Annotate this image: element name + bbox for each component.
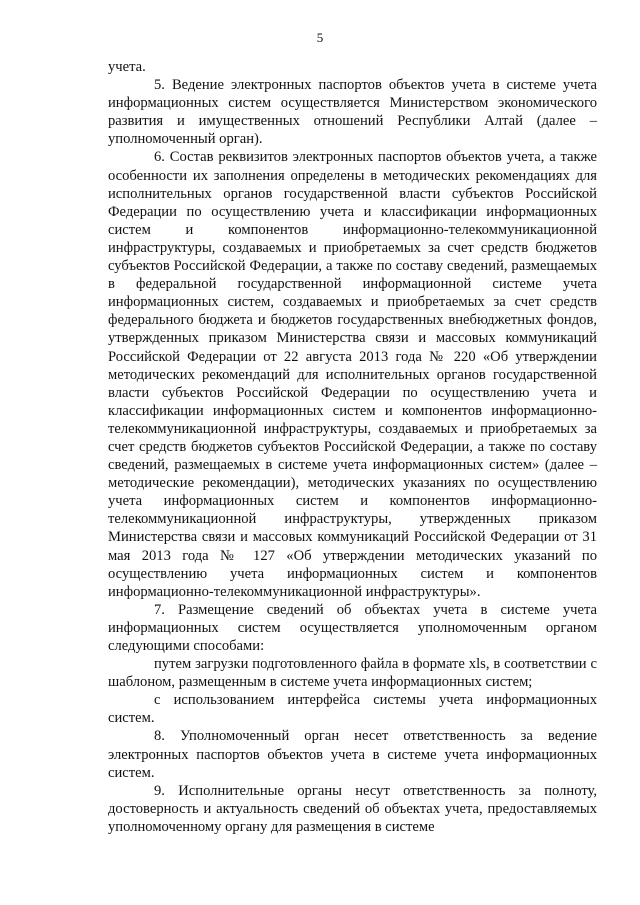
page-number: 5 [316,30,324,45]
document-body [108,58,597,836]
paragraph-item-9: 9. Исполнительные органы несут ответственность за полноту, достоверность и актуальность сведений об объектах учета, предоставляемых уполномоченному органу для размещения в системе [108,782,597,835]
paragraph-item-6: 6. Состав реквизитов электронных паспортов объектов учета, а также особенности их заполнения определены в методических рекомендациях для исполнительных органов государственной власти субъектов Российской Федерации по осуществлению учета и классификации информационных систем и компонентов информационно-телекоммуникационной инфраструктуры, создаваемых и приобретаемых за счет средств бюджетов субъектов Российской Федерации, а также по составу сведений, размещаемых в федеральной государственной информационной системе учета информационных систем, создаваемых и приобретаемых за счет средств федерального бюджета и бюджетов государственных внебюджетных фондов, утвержденных приказом Министерства связи и массовых коммуникаций Российской Федерации от 22 августа 2013 года № 220 «Об утверждении методических рекомендаций для исполнительных органов государственной власти субъектов Российской Федерации по осуществлению учета и классификации информационных систем и компонентов информационно-телекоммуникационной инфраструктуры, создаваемых и приобретаемых за счет средств бюджетов субъектов Российской Федерации, а также по составу сведений, размещаемых в системе учета информационных систем» (далее – методические рекомендации), методических указаниях по осуществлению учета информационных систем и компонентов информационно-телекоммуникационной инфраструктуры, утвержденных приказом Министерства связи и массовых коммуникаций Российской Федерации от 31 мая 2013 года № 127 «Об утверждении методических указаний по осуществлению учета информационных систем и компонентов информационно-телекоммуникационной инфраструктуры». [108,149,597,600]
paragraph-item-8: 8. Уполномоченный орган несет ответственность за ведение электронных паспортов объектов учета в системе учета информационных систем. [108,728,597,781]
list-item-interface: с использованием интерфейса системы учета информационных систем. [108,692,597,727]
list-item-upload-xls: путем загрузки подготовленного файла в формате xls, в соответствии с шаблоном, размещенным в системе учета информационных систем; [108,656,597,691]
paragraph-item-5: 5. Ведение электронных паспортов объектов учета в системе учета информационных систем осуществляется Министерством экономического развития и имущественных отношений Республики Алтай (далее – уполномоченный орган). [108,77,597,148]
paragraph-item-7: 7. Размещение сведений об объектах учета в системе учета информационных систем осуществляется уполномоченным органом следующими способами: [108,601,597,654]
paragraph-continuation: учета. [108,59,146,75]
